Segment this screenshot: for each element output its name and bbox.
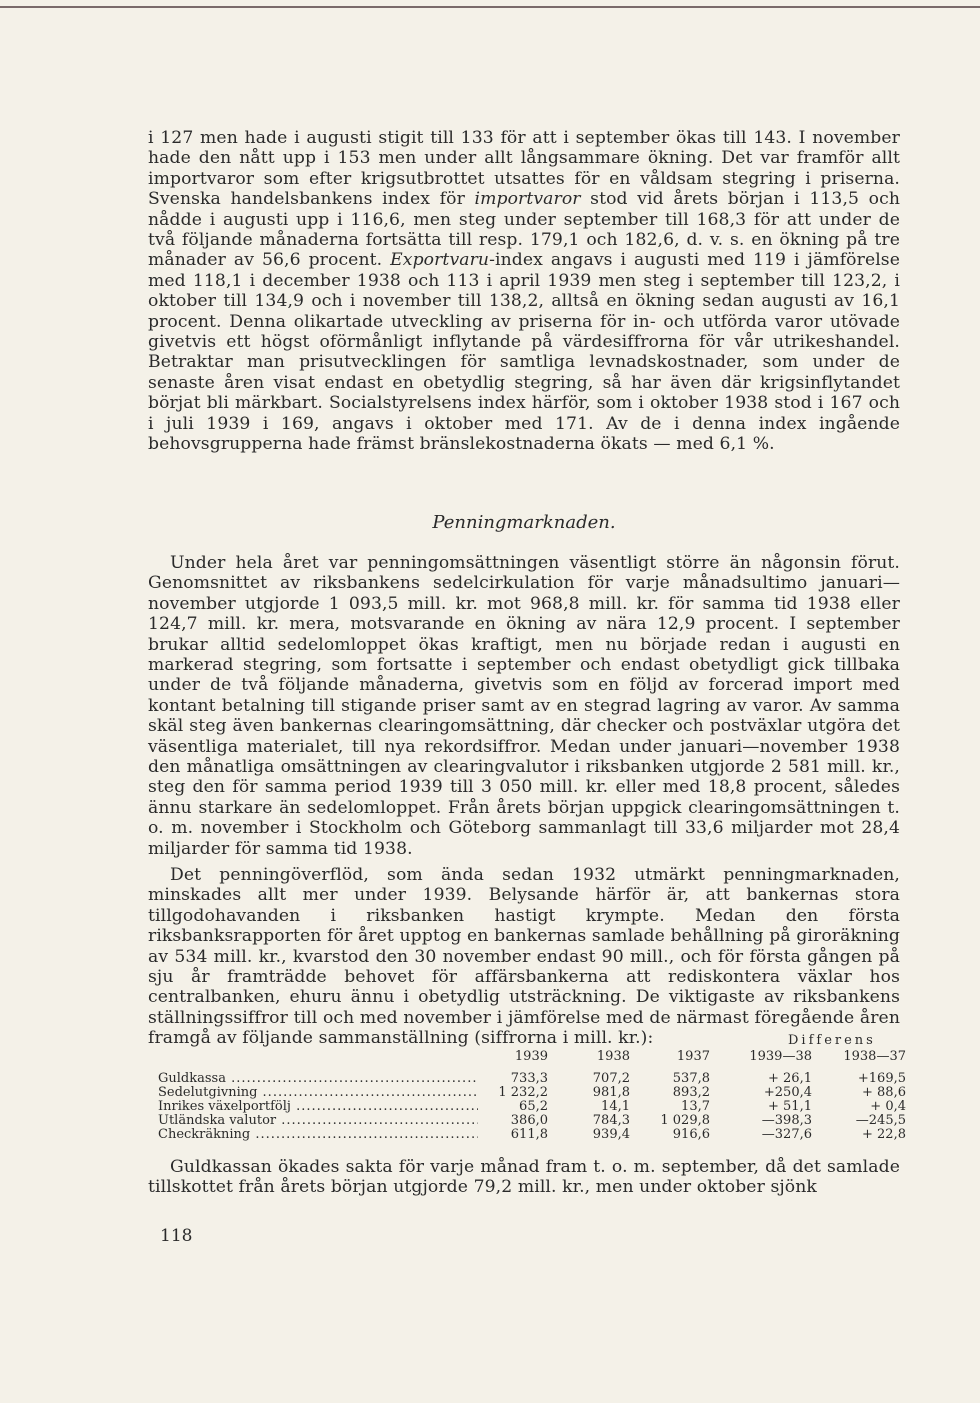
table-cell: —327,6 (761, 1127, 812, 1142)
table-cell: + 51,1 (768, 1099, 812, 1114)
table-row (158, 1086, 908, 1100)
paragraph-money-circulation-text: Under hela året var penningomsättningen väsentligt större än någonsin förut. Genomsnittet av riksbankens sedelcirkulation för varje månadsultimo januari—november utgjorde 1 093,5 mill. kr. mot 968,8 mill. kr. för samma tid 1938 eller 124,7 mill. kr. mera, motsvarande en ökning av nära 12,9 procent. I september brukar alltid sedelomloppet ökas kraftigt, men nu började redan i augusti en markerad stegring, som fortsatte i september och endast obetydligt gick tillbaka under de två följande månaderna, givetvis som en följd av forcerad import med kontant betalning till stigande priser samt av en stegrad lagring av varor. Av samma skäl steg även bankernas clearingomsättning, där checker och postväxlar utgöra det väsentliga materialet, till nya rekordsiffror. Medan under januari—november 1938 den månatliga omsättningen av clearingvalutor i riksbanken utgjorde 2 581 mill. kr., steg den för samma period 1939 till 3 050 mill. kr. eller med 18,8 procent, således ännu starkare än sedelomloppet. Från årets början uppgick clearingomsättningen t. o. m. november i Stockholm och Göteborg sammanlagt till 33,6 miljarder mot 28,4 miljarder för samma tid 1938. (148, 553, 900, 859)
table-cell: 14,1 (601, 1099, 630, 1114)
table-header (158, 1050, 908, 1064)
table-row-label: Utländska valutor ..... (158, 1114, 478, 1128)
paragraph-gold-reserve-text: Guldkassan ökades sakta för varje månad fram t. o. m. september, då det samlade tillskottet från årets början utgjorde 79,2 mill. kr., men under oktober sjönk (148, 1157, 900, 1198)
table-cell: 707,2 (592, 1071, 630, 1086)
paragraph-prices-text-a: i 127 men hade i augusti stigit till 133 för att i september ökas till 143. I november hade den nått upp i 153 men under allt långsammare ökning. Det var framför allt importvaror som efter krigsutbrottet utsattes för en våldsam stegring i priserna. Svenska handelsbankens index för (148, 128, 900, 210)
table-cell: + 0,4 (870, 1099, 906, 1114)
paragraph-prices-text-c: -index angavs i augusti med 119 i jämförelse med 118,1 i december 1938 och 113 i april 1939 men steg i september till 123,2, i oktober till 134,9 och i november till 138,2, alltså en ökning sedan augusti av 16,1 procent. Denna olikartade utveckling av priserna för in- och utförda varor utövade givetvis ett högst oförmånligt inflytande på värdesiffrorna för vår utrikeshandel. Betraktar man prisutvecklingen för samtliga levnadskostnader, som under de senaste åren visat endast en obetydlig stegring, så har även där krigsinflytandet börjat bli märkbart. Socialstyrelsens index härför, som i oktober 1938 stod i 167 och i juli 1939 i 169, angavs i oktober med 171. Av de i denna index ingående behovsgrupperna hade främst bränslekostnaderna ökats — med 6,1 %. (148, 250, 901, 455)
table-cell: 939,4 (592, 1127, 630, 1142)
paragraph-prices (148, 128, 900, 455)
table-cell: 1 029,8 (660, 1113, 710, 1128)
paragraph-gold-reserve (148, 1157, 900, 1198)
table-cell: +250,4 (763, 1085, 812, 1100)
emphasis-importvaror: importvaror (474, 189, 581, 210)
paragraph-money-surplus-text: Det penningöverflöd, som ända sedan 1932 utmärkt penningmarknaden, minskades allt mer under 1939. Belysande härför är, att bankernas stora tillgodohavanden i riksbanken hastigt krympte. Medan den första riksbanksrapporten för året upptog en bankernas samlade behållning på giroräkning av 534 mill. kr., kvarstod den 30 november endast 90 mill., och för första gången på sju år framträdde behovet för affärsbankerna att rediskontera växlar hos centralbanken, ehuru ännu i obetydlig utsträckning. De viktigaste av riksbankens ställningssiffror till och med november i jämförelse med de närmast föregående åren framgå av följande sammanställning (siffrorna i mill. kr.): (148, 865, 900, 1049)
table-header-cell: 1939 (514, 1049, 548, 1064)
table-cell: 893,2 (672, 1085, 710, 1100)
table-row (158, 1128, 908, 1142)
table-cell: + 22,8 (862, 1127, 906, 1142)
table-cell: 537,8 (672, 1071, 710, 1086)
table-header-cell: 1939—38 (749, 1049, 812, 1064)
table-cell: +169,5 (857, 1071, 906, 1086)
paragraph-prices-text-b: stod vid årets början i 113,5 och nådde i augusti upp i 116,6, men steg under september till 168,3 för att under de två följande månaderna fortsätta till resp. 179,1 och 182,6, d. v. s. en ökning på tre månader av 56,6 procent. (148, 189, 900, 271)
table-cell: 65,2 (519, 1099, 548, 1114)
table-row-label: Guldkassa ..... (158, 1072, 478, 1086)
table-cell: 1 232,2 (498, 1085, 548, 1100)
table-differens-label: Differens (788, 1033, 876, 1048)
table-row-label: Checkräkning ..... (158, 1128, 478, 1142)
table-row-label: Inrikes växelportfölj ..... (158, 1100, 478, 1114)
table-row (158, 1072, 908, 1086)
table-cell: 13,7 (681, 1099, 710, 1114)
table-header-cell: 1937 (676, 1049, 710, 1064)
paragraph-money-circulation (148, 553, 900, 859)
table-cell: —398,3 (761, 1113, 812, 1128)
table-cell: —245,5 (855, 1113, 906, 1128)
table-header-cell: 1938 (596, 1049, 630, 1064)
top-rule (0, 6, 980, 8)
table-cell: 611,8 (510, 1127, 548, 1142)
table-row-label: Sedelutgivning ..... (158, 1086, 478, 1100)
table-cell: 733,3 (510, 1071, 548, 1086)
page-number: 118 (160, 1226, 193, 1246)
section-heading: Penningmarknaden. (432, 512, 616, 533)
table-cell: 981,8 (592, 1085, 630, 1100)
table-row (158, 1114, 908, 1128)
table-row (158, 1100, 908, 1114)
table-cell: + 88,6 (862, 1085, 906, 1100)
table-cell: 386,0 (510, 1113, 548, 1128)
paragraph-money-surplus (148, 865, 900, 1049)
table-cell: 784,3 (592, 1113, 630, 1128)
emphasis-exportvaru: Exportvaru (390, 250, 490, 271)
table-cell: 916,6 (672, 1127, 710, 1142)
table-header-cell: 1938—37 (843, 1049, 906, 1064)
table-cell: + 26,1 (768, 1071, 812, 1086)
